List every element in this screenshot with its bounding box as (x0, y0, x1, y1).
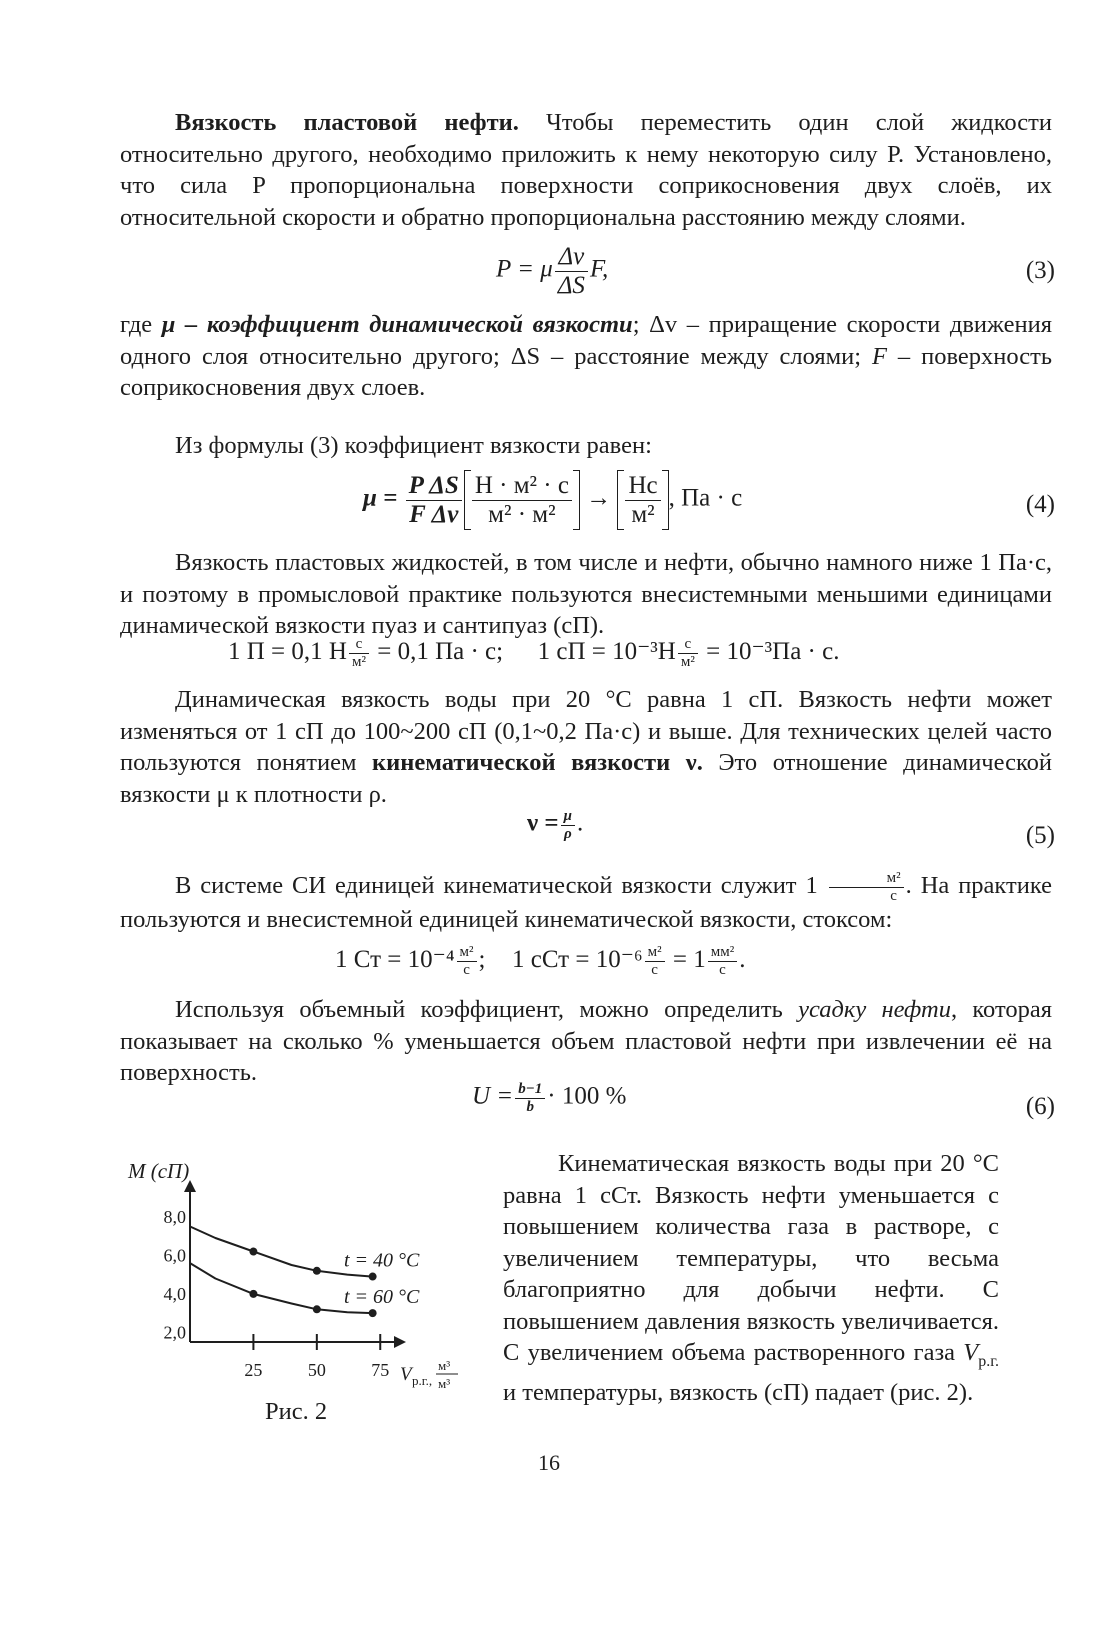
x-axis-label (400, 1358, 458, 1391)
paragraph-shrinkage: Используя объемный коэффициент, можно определить усадку нефти, которая показывает на сколько % уменьшается объем пластовой нефти при извлечении её на поверхность. (120, 996, 1052, 1086)
equation-stokes: 1 Ст = 10⁻⁴ $\frac{\text{м²}}{с}$ ; 1 сСт = 10⁻⁶ $\frac{\text{м²}}{с}$ = 1 $\frac{\text{мм²}}{с}$ . (335, 944, 746, 978)
x-axis-arrow (394, 1336, 406, 1348)
paragraph-kinematic-water: Кинематическая вязкость воды при 20 °С равна 1 сСт. Вязкость нефти уменьшается с повышением количества газа в растворе, с увеличением температуры, что весьма благоприятно для добычи нефти. С повышением давления вязкость увеличивается. С увеличением объема растворенного газа $V_{р.г.}$ и температуры, вязкость (сП) падает (рис. 2). (503, 1150, 999, 1407)
y-tick-label: 4,0 (163, 1283, 186, 1304)
page-number: 16 (538, 1450, 560, 1475)
equation-5: ν = $\frac{\mu}{\rho}$ . (527, 808, 584, 842)
mu-definition: μ – коэффициент динамической вязкости (161, 311, 633, 338)
viscosity-chart (118, 1148, 478, 1396)
data-point (249, 1248, 257, 1256)
x-tick-label: 25 (244, 1360, 263, 1380)
x-tick-label: 50 (307, 1360, 326, 1380)
paragraph-units: Вязкость пластовых жидкостей, в том числе и нефти, обычно намного ниже 1 Па·с, и поэтому в промысловой практике пользуются внесистемными меньшими единицами динамической вязкости пуаз и сантипуаз (сП). (120, 549, 1052, 639)
data-point (313, 1267, 321, 1275)
paragraph-si-units: В системе СИ единицей кинематической вязкости служит 1 $\frac{\text{м²}}{с}$ . На практике пользуются и внесистемной единицей кинематической вязкости, стоксом: (120, 870, 1052, 934)
data-point (369, 1309, 377, 1317)
x-axis-label-num: м³ (438, 1358, 451, 1373)
section-heading: Вязкость пластовой нефти. (175, 109, 519, 136)
equation-4-label: (4) (1025, 491, 1055, 518)
oil-shrinkage-term: усадку нефти (798, 996, 951, 1023)
equation-3: P = μ $\frac{\Delta v}{\Delta S}$ F, (496, 243, 609, 299)
paragraph-water-viscosity: Динамическая вязкость воды при 20 °С равна 1 сП. Вязкость нефти может изменяться от 1 сП до 100~200 сП (0,1~0,2 Па·с) и выше. Для технических целей часто пользуются понятием кинематической вязкости ν. Это отношение динамической вязкости μ к плотности ρ. (120, 686, 1052, 808)
equation-4: μ = $\frac{\text{P ΔS}}{\text{F Δv}}$ $\frac{\text{Н · м² · с}}{\text{м² · м²}}$ → $\frac{Нс}{\text{м²}}$ , Па · с (363, 472, 743, 528)
data-point (313, 1305, 321, 1313)
equation-6: U = $\frac{b-1}{b}$ · 100 % (472, 1081, 627, 1115)
data-point (249, 1290, 257, 1298)
series-label-1: t = 40 °C (344, 1249, 420, 1272)
chart-ylabel: M (сП) (128, 1159, 190, 1183)
equation-6-label: (6) (1025, 1093, 1055, 1120)
figure-caption: Рис. 2 (265, 1398, 328, 1425)
paragraph-oil-viscosity: Вязкость пластовой нефти. Чтобы переместить один слой жидкости относительно другого, необходимо приложить к нему некоторую силу P. Установлено, что сила P пропорциональна поверхности соприкосновения двух слоёв, их относительной скорости и обратно пропорциональна расстоянию между слоями. (120, 109, 1052, 231)
equation-5-label: (5) (1025, 822, 1055, 849)
paragraph-definitions: где μ – коэффициент динамической вязкости; Δv – приращение скорости движения одного слоя относительно другого; ΔS – расстояние между слоями; F – поверхность соприкосновения двух слоев. (120, 311, 1053, 401)
equation-3-label: (3) (1025, 257, 1055, 284)
kinematic-viscosity-term: кинематической вязкости ν. (372, 749, 703, 776)
x-axis-label-v: V (400, 1364, 412, 1385)
x-tick-label: 75 (371, 1360, 390, 1380)
y-tick-label: 8,0 (163, 1206, 186, 1227)
y-tick-label: 6,0 (163, 1245, 186, 1266)
y-tick-label: 2,0 (163, 1322, 186, 1343)
equation-poise: 1 П = 0,1 Н $\frac{с}{\text{м²}}$ = 0,1 Па · с; 1 сП = 10⁻³Н $\frac{с}{\text{м²}}$ = 10⁻³Па · с. (228, 636, 840, 670)
paragraph-from-formula: Из формулы (3) коэффициент вязкости равен: (175, 432, 652, 459)
data-point (369, 1273, 377, 1281)
x-axis-label-sub: р.г., (412, 1373, 433, 1388)
series-label-2: t = 60 °C (344, 1286, 420, 1309)
x-axis-label-den: м³ (438, 1376, 451, 1391)
